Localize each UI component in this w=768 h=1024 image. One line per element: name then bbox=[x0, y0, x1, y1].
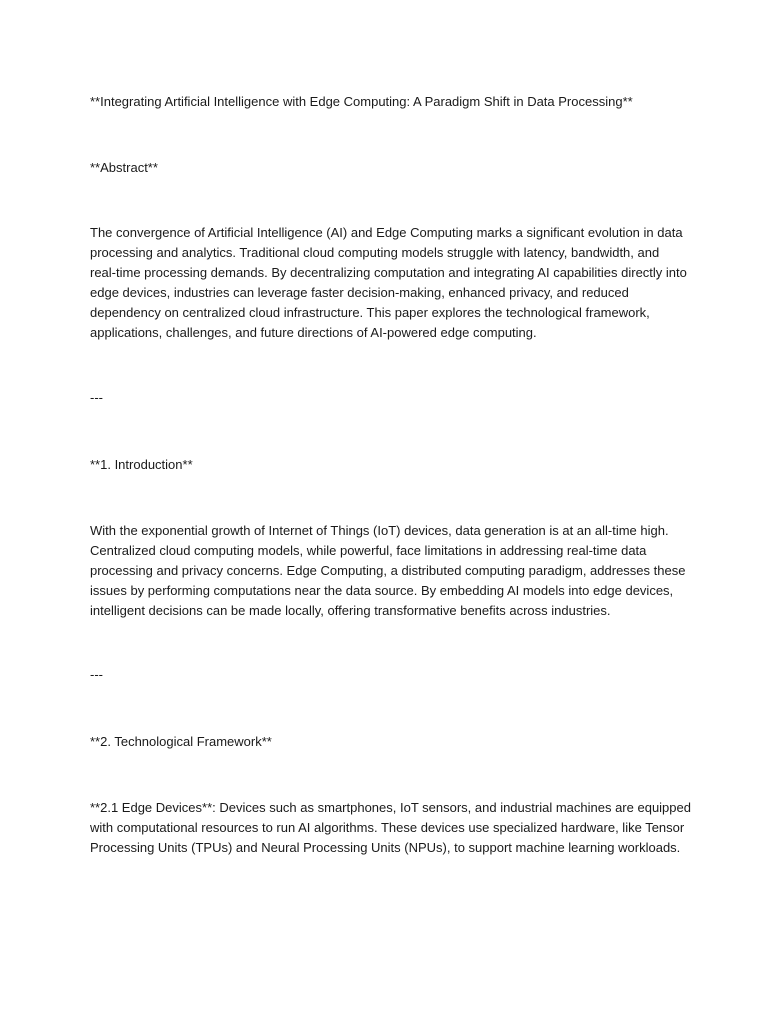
edge-devices-paragraph bbox=[90, 798, 690, 858]
paragraph-line: with computational resources to run AI algorithms. These devices use specialized hardware, like Tensor bbox=[90, 820, 685, 835]
paragraph-line: With the exponential growth of Internet of Things (IoT) devices, data generation is at an all-time high. bbox=[90, 523, 669, 538]
paragraph-line: dependency on centralized cloud infrastructure. This paper explores the technological framework, bbox=[90, 305, 650, 320]
paragraph-line: issues by performing computations near the data source. By embedding AI models into edge devices, bbox=[90, 583, 674, 598]
paragraph-line: Centralized cloud computing models, while powerful, face limitations in addressing real-time data bbox=[90, 543, 647, 558]
section-separator: --- bbox=[90, 667, 103, 682]
introduction-heading: **1. Introduction** bbox=[90, 457, 193, 472]
section-separator: --- bbox=[90, 390, 103, 405]
paragraph-line: **2.1 Edge Devices**: Devices such as smartphones, IoT sensors, and industrial machines are equipped bbox=[90, 800, 691, 815]
paragraph-line: Processing Units (TPUs) and Neural Processing Units (NPUs), to support machine learning workloads. bbox=[90, 840, 681, 855]
framework-heading: **2. Technological Framework** bbox=[90, 734, 272, 749]
paragraph-line: edge devices, industries can leverage faster decision-making, enhanced privacy, and reduced bbox=[90, 285, 629, 300]
abstract-paragraph bbox=[90, 223, 690, 343]
paragraph-line: applications, challenges, and future directions of AI-powered edge computing. bbox=[90, 325, 537, 340]
document-title: **Integrating Artificial Intelligence with Edge Computing: A Paradigm Shift in Data Processing** bbox=[90, 94, 633, 109]
paragraph-line: intelligent decisions can be made locally, offering transformative benefits across industries. bbox=[90, 603, 611, 618]
paragraph-line: The convergence of Artificial Intelligence (AI) and Edge Computing marks a significant evolution in data bbox=[90, 225, 683, 240]
paragraph-line: real-time processing demands. By decentralizing computation and integrating AI capabilities directly into bbox=[90, 265, 687, 280]
introduction-paragraph bbox=[90, 521, 690, 621]
abstract-heading: **Abstract** bbox=[90, 160, 158, 175]
paragraph-line: processing and privacy concerns. Edge Computing, a distributed computing paradigm, addresses these bbox=[90, 563, 686, 578]
paragraph-line: processing and analytics. Traditional cloud computing models struggle with latency, bandwidth, and bbox=[90, 245, 660, 260]
